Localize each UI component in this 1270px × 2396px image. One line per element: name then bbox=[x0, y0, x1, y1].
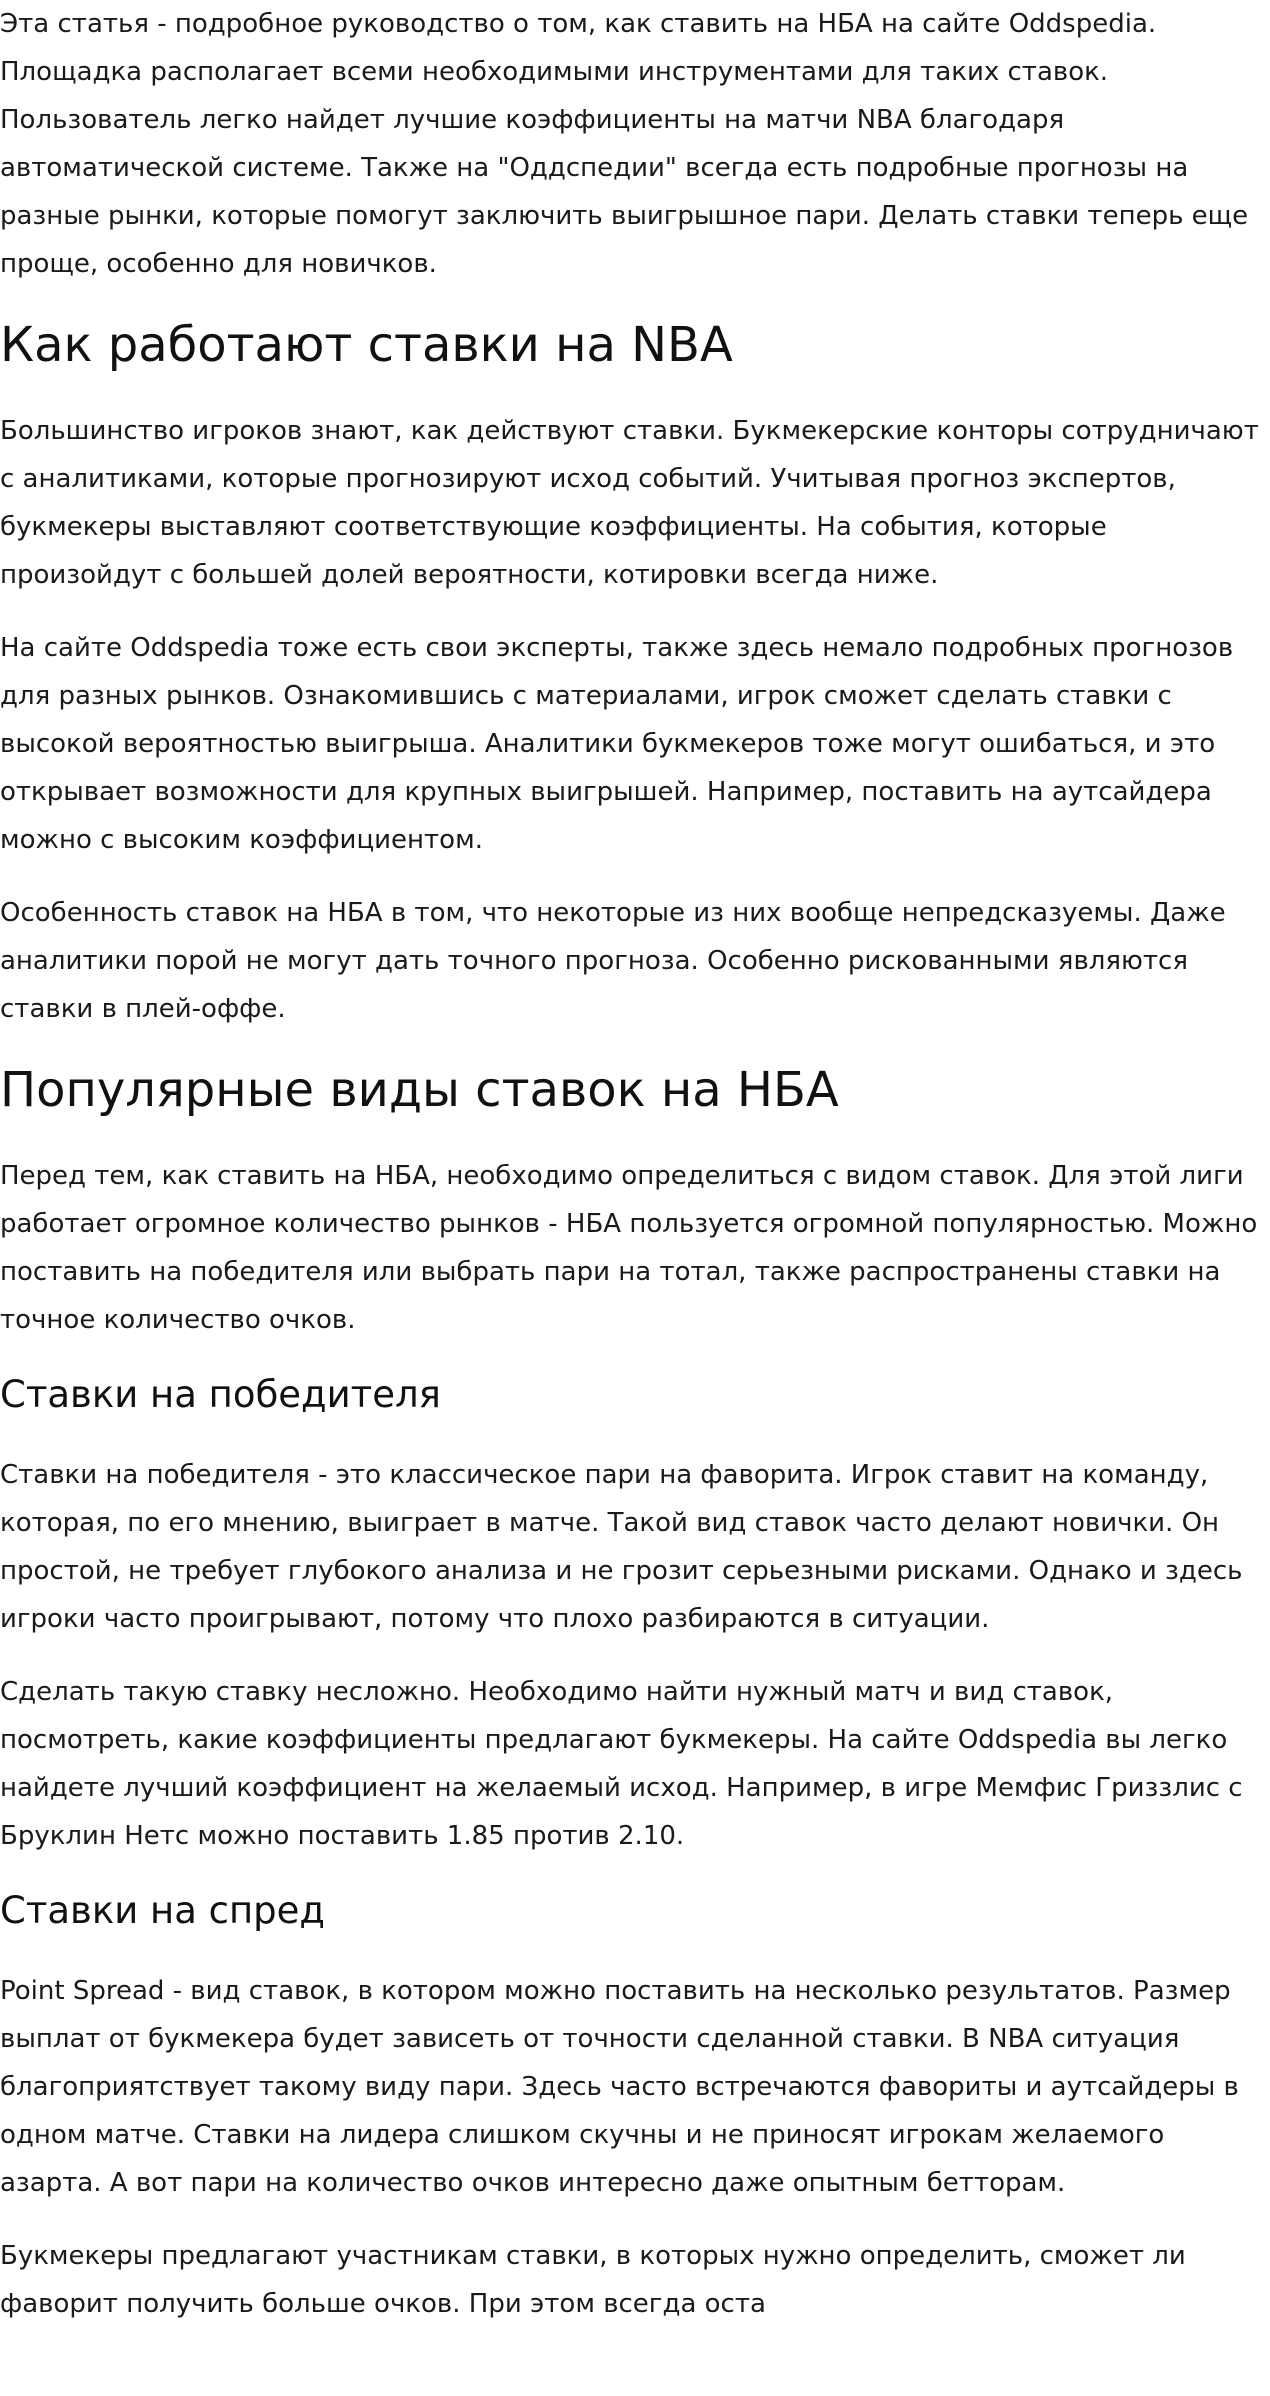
section-heading-how-nba-bets-work: Как работают ставки на NBA bbox=[0, 317, 733, 373]
paragraph: Ставки на победителя - это классическое пари на фаворита. Игрок ставит на команду, которая, по его мнению, выиграет в матче. Такой вид ставок часто делают новички. Он простой, не требует глубокого анализа и не грозит серьезными рисками. Однако и здесь игроки часто проигрывают, потому что плохо разбираются в ситуации. bbox=[0, 1460, 1243, 1634]
paragraph: Большинство игроков знают, как действуют ставки. Букмекерские конторы сотрудничают с аналитиками, которые прогнозируют исход событий. Учитывая прогноз экспертов, букмекеры выставляют соответствующие коэффициенты. На события, которые произойдут с большей долей вероятности, котировки всегда ниже. bbox=[0, 416, 1259, 590]
subheading-winner-bets: Ставки на победителя bbox=[0, 1373, 441, 1416]
subheading-spread-bets: Ставки на спред bbox=[0, 1889, 326, 1932]
paragraph: Point Spread - вид ставок, в котором можно поставить на несколько результатов. Размер выплат от букмекера будет зависеть от точности сделанной ставки. В NBA ситуация благоприятствует такому виду пари. Здесь часто встречаются фавориты и аутсайдеры в одном матче. Ставки на лидера слишком скучны и не приносят игрокам желаемого азарта. А вот пари на количество очков интересно даже опытным бетторам. bbox=[0, 1976, 1239, 2198]
paragraph: Букмекеры предлагают участникам ставки, в которых нужно определить, сможет ли фаворит получить больше очков. При этом всегда оста bbox=[0, 2241, 1186, 2319]
intro-paragraph: Эта статья - подробное руководство о том, как ставить на НБА на сайте Oddspedia. Площадка располагает всеми необходимыми инструментами для таких ставок. Пользователь легко найдет лучшие коэффициенты на матчи NBA благодаря автоматической системе. Также на "Оддспедии" всегда есть подробные прогнозы на разные рынки, которые помогут заключить выигрышное пари. Делать ставки теперь еще проще, особенно для новичков. bbox=[0, 9, 1249, 279]
paragraph: Особенность ставок на НБА в том, что некоторые из них вообще непредсказуемы. Даже аналитики порой не могут дать точного прогноза. Особенно рискованными являются ставки в плей-оффе. bbox=[0, 898, 1226, 1024]
paragraph: Перед тем, как ставить на НБА, необходимо определиться с видом ставок. Для этой лиги работает огромное количество рынков - НБА пользуется огромной популярностью. Можно поставить на победителя или выбрать пари на тотал, также распространены ставки на точное количество очков. bbox=[0, 1161, 1258, 1335]
paragraph: Сделать такую ставку несложно. Необходимо найти нужный матч и вид ставок, посмотреть, какие коэффициенты предлагают букмекеры. На сайте Oddspedia вы легко найдете лучший коэффициент на желаемый исход. Например, в игре Мемфис Гриззлис с Бруклин Нетс можно поставить 1.85 против 2.10. bbox=[0, 1677, 1243, 1851]
section-heading-popular-bet-types: Популярные виды ставок на НБА bbox=[0, 1062, 839, 1118]
paragraph: На сайте Oddspedia тоже есть свои эксперты, также здесь немало подробных прогнозов для разных рынков. Ознакомившись с материалами, игрок сможет сделать ставки с высокой вероятностью выигрыша. Аналитики букмекеров тоже могут ошибаться, и это открывает возможности для крупных выигрышей. Например, поставить на аутсайдера можно с высоким коэффициентом. bbox=[0, 633, 1234, 855]
